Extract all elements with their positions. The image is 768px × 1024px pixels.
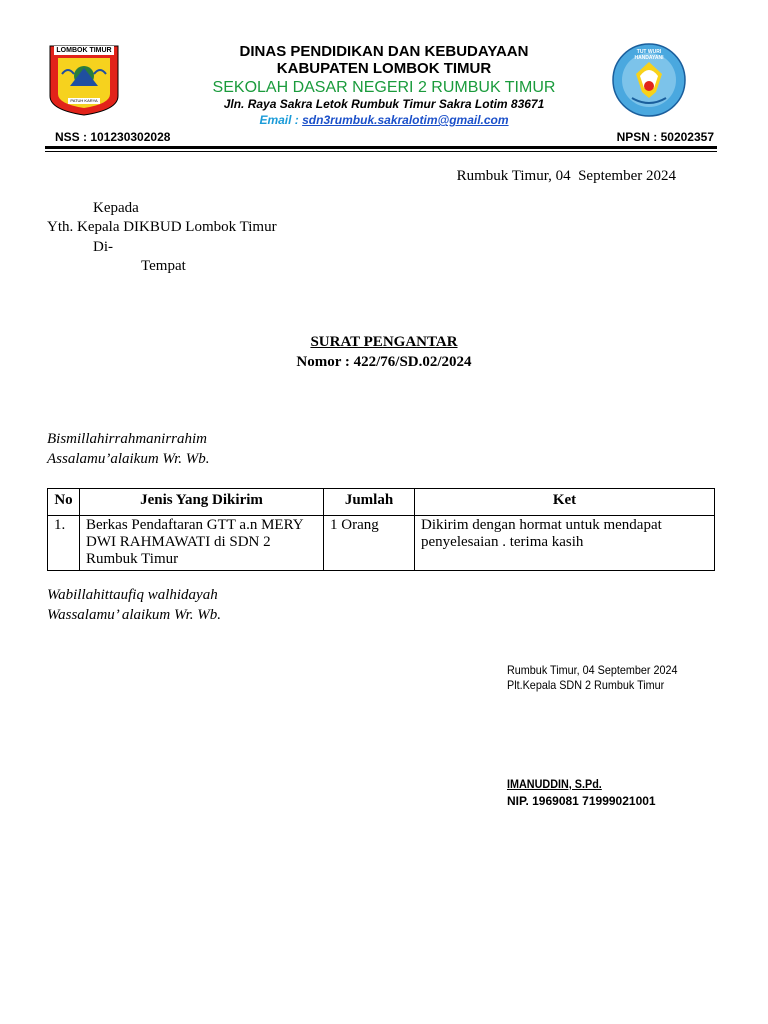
lombok-timur-logo <box>48 44 120 116</box>
agency-name: DINAS PENDIDIKAN DAN KEBUDAYAAN <box>239 43 529 60</box>
signature-nip: NIP. 1969081 71999021001 <box>507 794 656 808</box>
logo-caption: LOMBOK TIMUR <box>56 47 112 54</box>
letterhead-divider-thin <box>45 151 717 152</box>
nss-number: NSS : 101230302028 <box>55 130 171 144</box>
signature-name: IMANUDDIN, S.Pd. <box>507 777 602 791</box>
closing-line-1: Wabillahittaufiq walhidayah <box>47 587 218 603</box>
col-header-ket: Ket <box>415 489 715 516</box>
email-link[interactable]: sdn3rumbuk.sakralotim@gmail.com <box>302 113 509 127</box>
logo-motto: TUT WURI HANDAYANI <box>634 49 664 61</box>
signature-place-date: Rumbuk Timur, 04 September 2024 <box>507 663 678 677</box>
recipient-at: Di- <box>93 239 113 255</box>
col-header-no: No <box>48 489 80 516</box>
closing-line-2: Wassalamu’ alaikum Wr. Wb. <box>47 607 222 623</box>
school-name: SEKOLAH DASAR NEGERI 2 RUMBUK TIMUR <box>212 79 556 96</box>
col-header-jenis: Jenis Yang Dikirim <box>80 489 324 516</box>
opening-greeting: Assalamu’alaikum Wr. Wb. <box>47 451 210 467</box>
cell-no: 1. <box>48 516 80 571</box>
letterhead-divider <box>45 146 717 149</box>
email-label: Email : <box>259 113 303 127</box>
cell-ket: Dikirim dengan hormat untuk mendapat penyelesaian . terima kasih <box>415 516 715 571</box>
letter-title: SURAT PENGANTAR <box>310 334 458 350</box>
table-row <box>48 516 715 571</box>
signature-position: Plt.Kepala SDN 2 Rumbuk Timur <box>507 678 665 692</box>
recipient-name: Yth. Kepala DIKBUD Lombok Timur <box>47 219 277 235</box>
col-header-jumlah: Jumlah <box>324 489 415 516</box>
cell-jumlah: 1 Orang <box>324 516 415 571</box>
email-line <box>150 113 618 128</box>
letter-date: Rumbuk Timur, 04 September 2024 <box>456 168 676 184</box>
tut-wuri-handayani-logo <box>610 42 688 118</box>
recipient-place: Tempat <box>141 258 186 274</box>
opening-bismillah: Bismillahirrahmanirrahim <box>47 431 208 447</box>
letter-number: Nomor : 422/76/SD.02/2024 <box>296 354 472 370</box>
npsn-number: NPSN : 50202357 <box>616 130 714 144</box>
recipient-to: Kepada <box>93 200 139 216</box>
cell-jenis: Berkas Pendaftaran GTT a.n MERY DWI RAHMAWATI di SDN 2 Rumbuk Timur <box>80 516 324 571</box>
school-address: Jln. Raya Sakra Letok Rumbuk Timur Sakra Lotim 83671 <box>223 97 545 111</box>
regency-name: KABUPATEN LOMBOK TIMUR <box>276 60 492 77</box>
logo-motto: PATUH KARYA <box>70 98 98 103</box>
table-header-row <box>48 489 715 516</box>
items-table <box>47 488 715 571</box>
